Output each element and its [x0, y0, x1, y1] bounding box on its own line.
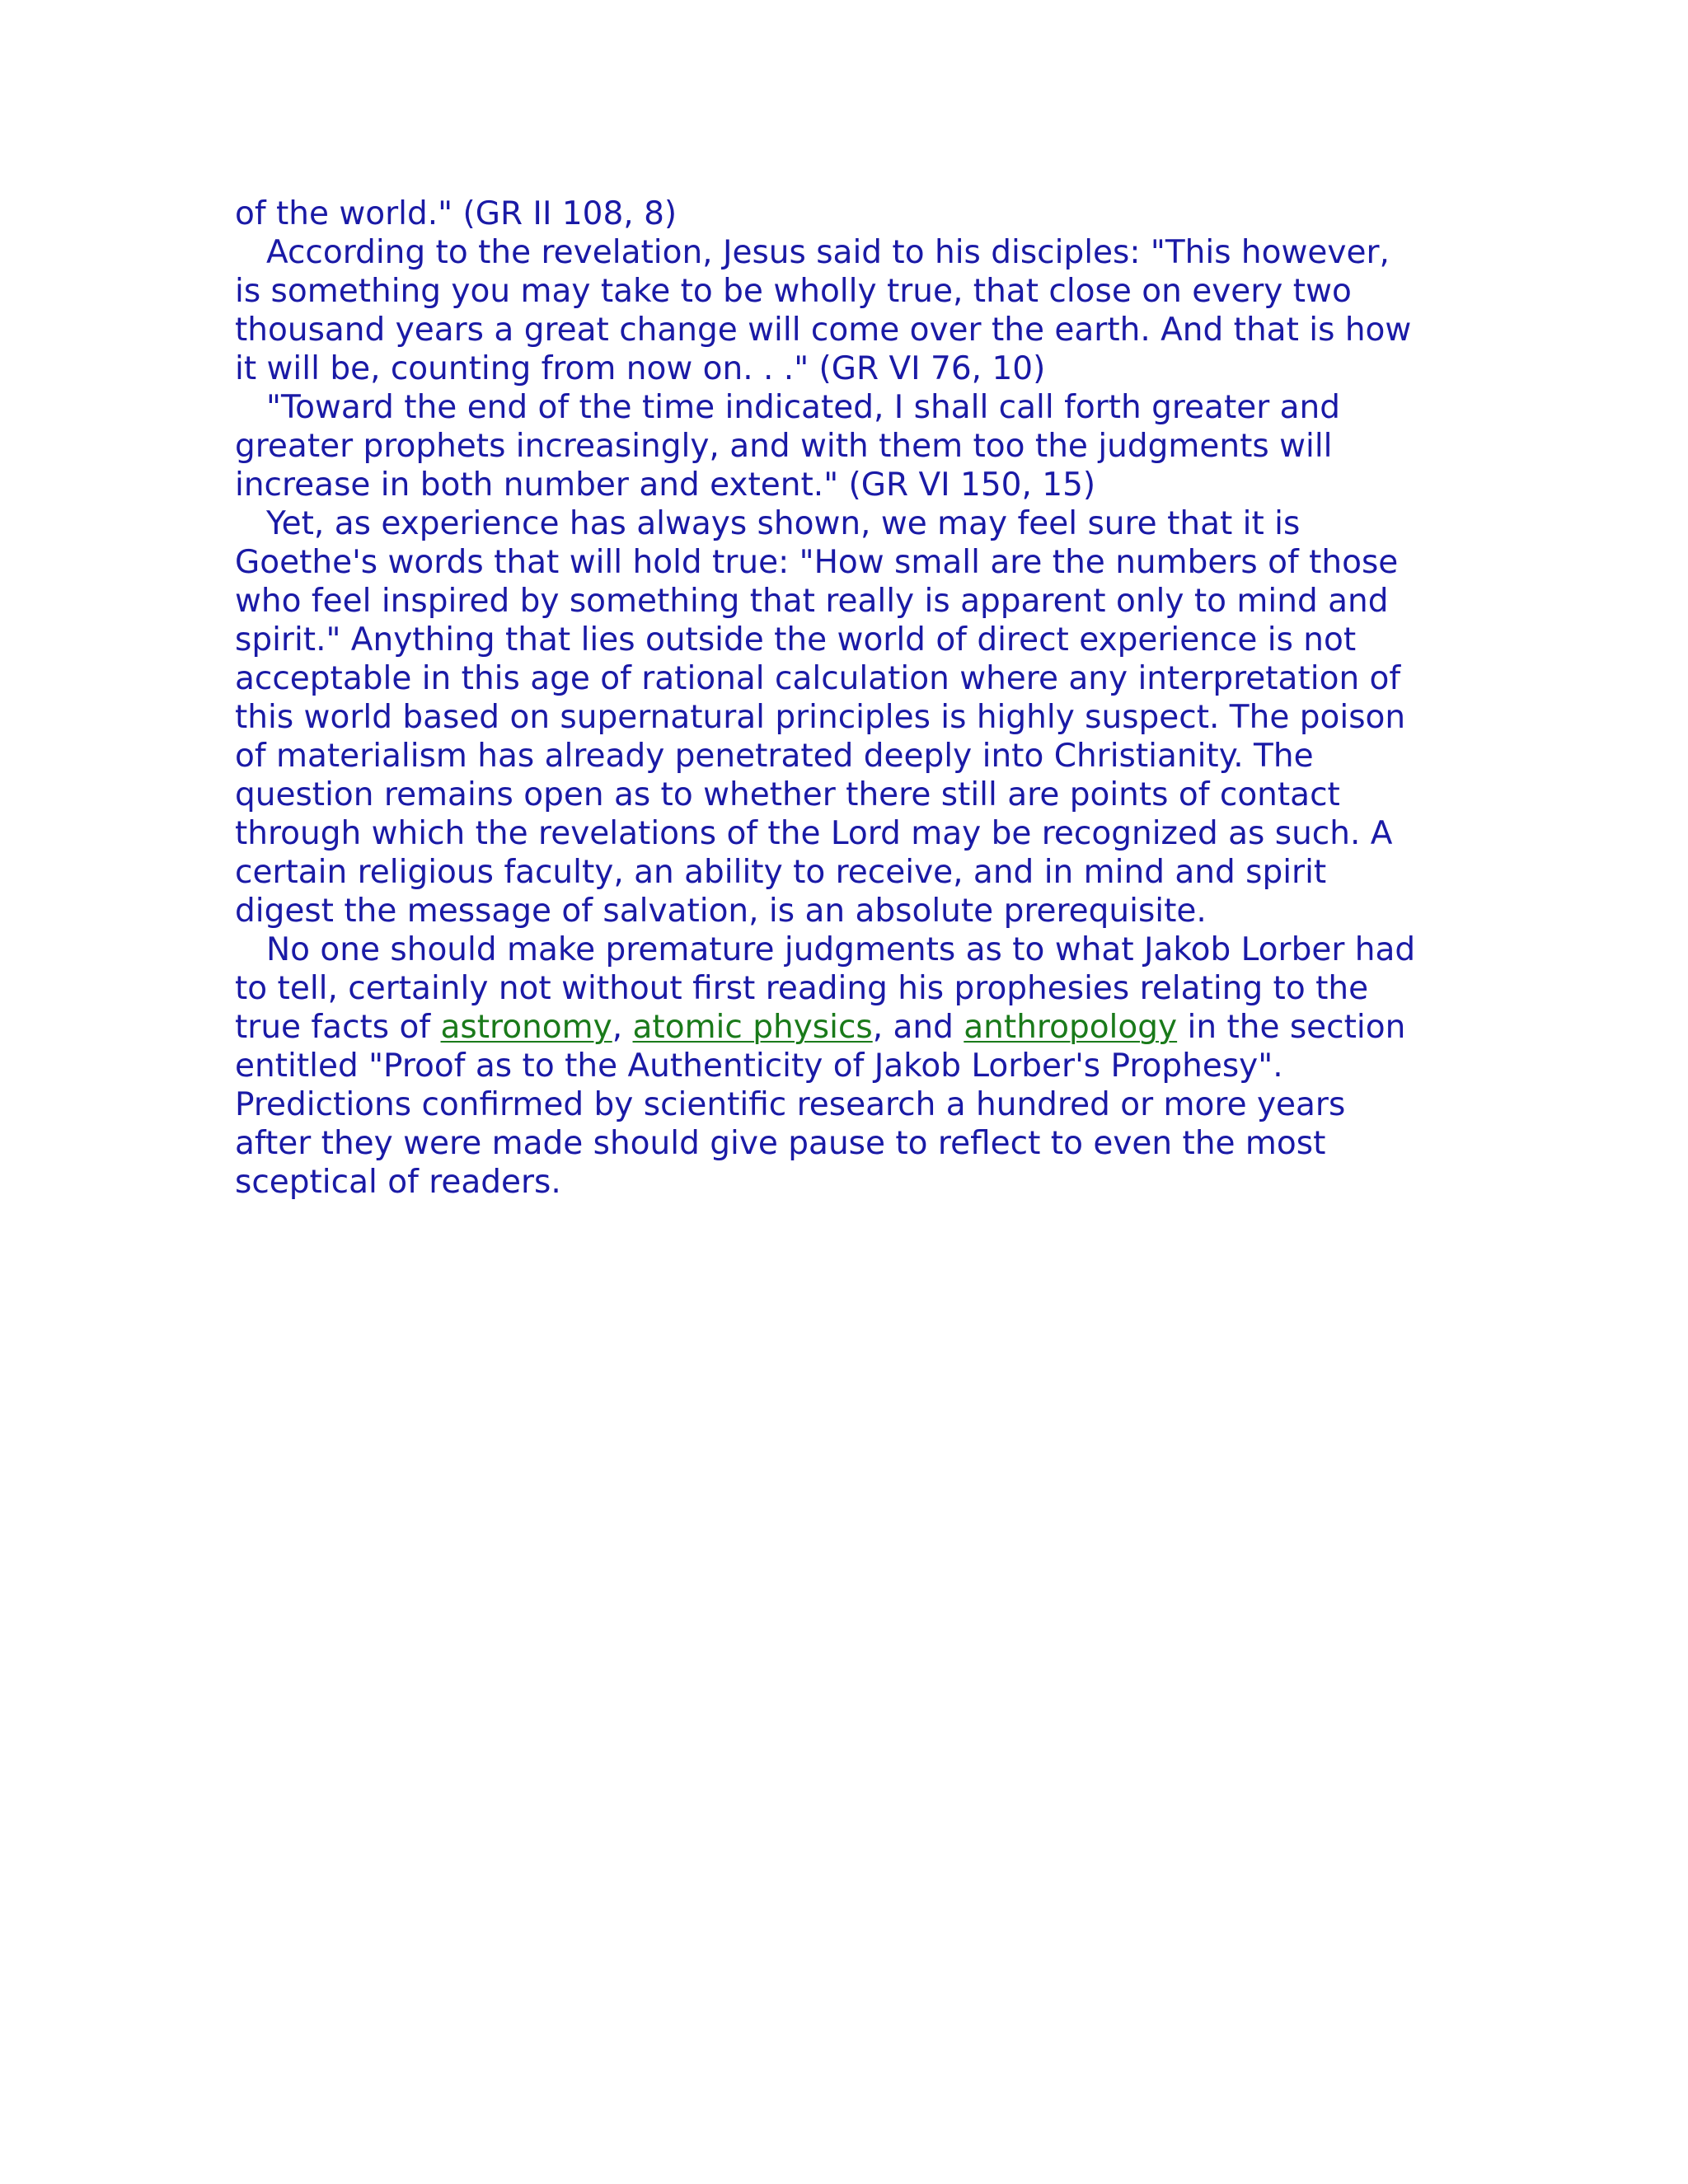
link-atomic-physics[interactable]: atomic physics	[632, 1009, 873, 1046]
paragraph-text-part: No one should make premature judgments as to what Jakob Lorber had to tell, certainly not without first reading his prophesies relating to the true facts of	[235, 931, 1416, 1046]
paragraph-goethe: Yet, as experience has always shown, we may feel sure that it is Goethe's words that will hold true: "How small are the numbers of those who feel inspired by something that really is apparent only to mind and spirit." Anything that lies outside the world of direct experience is not acceptable in this age of rational calculation where any interpretation of this world based on supernatural principles is highly suspect. The poison of materialism has already penetrated deeply into Christianity. The question remains open as to whether there still are points of contact through which the revelations of the Lord may be recognized as such. A certain religious faculty, an ability to receive, and in mind and spirit digest the message of salvation, is an absolute prerequisite.	[235, 505, 1406, 930]
paragraph-premature-judgments	[235, 930, 1471, 1202]
link-astronomy[interactable]: astronomy	[440, 1009, 612, 1046]
link-anthropology[interactable]: anthropology	[964, 1009, 1178, 1046]
paragraph-continuation: of the world." (GR II 108, 8)	[235, 195, 678, 232]
paragraph-revelation-quote: According to the revelation, Jesus said to his disciples: "This however, is something you may take to be wholly true, that close on every two thousand years a great change will come over the earth. And that is how it will be, counting from now on. . ." (GR VI 76, 10)	[235, 234, 1412, 387]
document-body	[235, 194, 1471, 1202]
paragraph-prophets-quote: "Toward the end of the time indicated, I shall call forth greater and greater prophets increasingly, and with them too the judgments will increase in both number and extent." (GR VI 150, 15)	[235, 389, 1341, 504]
paragraph-text-part: in the section entitled "Proof as to the Authenticity of Jakob Lorber's Prophesy". Predictions confirmed by scientific research a hundred or more years after they were made should give pause to reflect to even the most sceptical of readers.	[235, 1009, 1406, 1201]
separator: ,	[612, 1009, 633, 1046]
separator: , and	[872, 1009, 964, 1046]
